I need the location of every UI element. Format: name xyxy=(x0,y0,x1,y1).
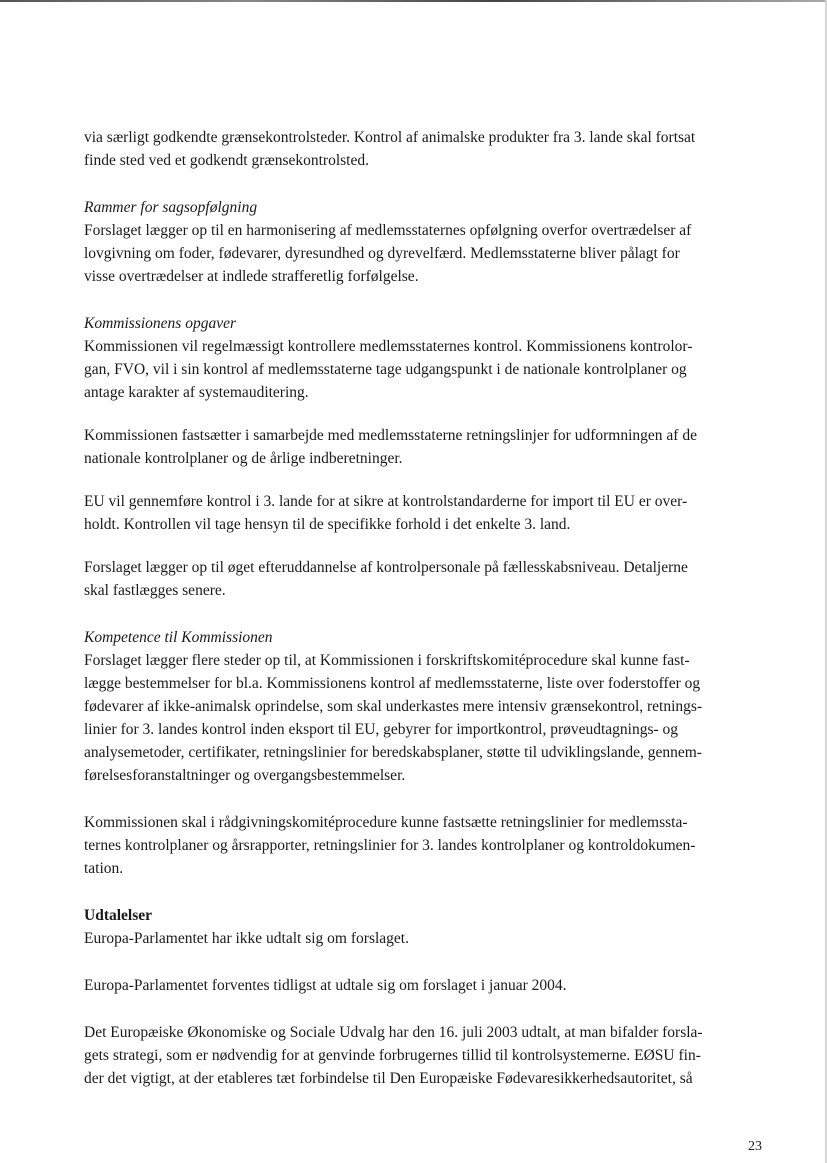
text-line: analysemetoder, certifikater, retningslinier for beredskabsplaner, støtte til udviklingslande, gennem- xyxy=(84,744,702,761)
paragraph xyxy=(84,335,774,404)
text-line: gets strategi, som er nødvendig for at genvinde forbrugernes tillid til kontrolsystemerne. EØSU fin- xyxy=(84,1047,701,1064)
text-line: EU vil gennemføre kontrol i 3. lande for at sikre at kontrolstandarderne for import til EU er over- xyxy=(84,493,688,510)
section-udtalelser xyxy=(84,904,774,1090)
section-kompetence xyxy=(84,626,774,880)
text-line: Europa-Parlamentet forventes tidligst at udtale sig om forslaget i januar 2004. xyxy=(84,977,567,994)
section-heading: Kompetence til Kommissionen xyxy=(84,629,273,646)
page-number: 23 xyxy=(748,1139,762,1154)
text-line: antage karakter af systemauditering. xyxy=(84,384,309,401)
scan-edge-top xyxy=(0,0,827,2)
paragraph xyxy=(84,556,774,602)
paragraph xyxy=(84,927,774,950)
paragraph xyxy=(84,1021,774,1090)
paragraph-intro xyxy=(84,126,774,172)
text-line: via særligt godkendte grænsekontrolsteder. Kontrol af animalske produkter fra 3. lande skal fortsat xyxy=(84,129,696,146)
text-line: Forslaget lægger flere steder op til, at Kommissionen i forskriftskomitéprocedure skal kunne fast- xyxy=(84,652,690,669)
text-line: førelsesforanstaltninger og overgangsbestemmelser. xyxy=(84,767,406,784)
text-line: skal fastlægges senere. xyxy=(84,582,226,599)
text-line: tation. xyxy=(84,860,124,877)
text-line: Kommissionen skal i rådgivningskomitéprocedure kunne fastsætte retningslinier for medlemssta- xyxy=(84,814,688,831)
text-line: holdt. Kontrollen vil tage hensyn til de specifikke forhold i det enkelte 3. land. xyxy=(84,516,571,533)
text-line: Forslaget lægger op til en harmonisering af medlemsstaternes opfølgning overfor overtrædelser af xyxy=(84,222,692,239)
paragraph xyxy=(84,424,774,470)
section-opgaver xyxy=(84,312,774,602)
text-line: der det vigtigt, at der etableres tæt forbindelse til Den Europæiske Fødevaresikkerhedsautoritet, så xyxy=(84,1070,693,1087)
paragraph xyxy=(84,974,774,997)
document-body xyxy=(84,126,774,1090)
section-heading: Udtalelser xyxy=(84,907,153,924)
text-line: Kommissionen fastsætter i samarbejde med medlemsstaterne retningslinjer for udformningen af de xyxy=(84,427,697,444)
text-line: lægge bestemmelser for bl.a. Kommissionens kontrol af medlemsstaterne, liste over foderstoffer og xyxy=(84,675,701,692)
text-line: nationale kontrolplaner og de årlige indberetninger. xyxy=(84,450,403,467)
section-heading: Rammer for sagsopfølgning xyxy=(84,199,258,216)
text-line: gan, FVO, vil i sin kontrol af medlemsstaterne tage udgangspunkt i de nationale kontrolplaner og xyxy=(84,361,687,378)
section-rammer xyxy=(84,196,774,288)
text-line: ternes kontrolplaner og årsrapporter, retningslinier for 3. landes kontrolplaner og kontroldokumen- xyxy=(84,837,696,854)
text-line: linier for 3. landes kontrol inden eksport til EU, gebyrer for importkontrol, prøveudtagnings- og xyxy=(84,721,679,738)
text-line: Det Europæiske Økonomiske og Sociale Udvalg har den 16. juli 2003 udtalt, at man bifalder forsla- xyxy=(84,1024,703,1041)
text-line: Forslaget lægger op til øget efteruddannelse af kontrolpersonale på fællesskabsniveau. Detaljerne xyxy=(84,559,688,576)
text-line: finde sted ved et godkendt grænsekontrolsted. xyxy=(84,152,369,169)
text-line: Kommissionen vil regelmæssigt kontrollere medlemsstaternes kontrol. Kommissionens kontrolor- xyxy=(84,338,693,355)
text-line: visse overtrædelser at indlede strafferetlig forfølgelse. xyxy=(84,268,419,285)
section-heading: Kommissionens opgaver xyxy=(84,315,236,332)
paragraph xyxy=(84,649,774,787)
paragraph xyxy=(84,811,774,880)
paragraph xyxy=(84,490,774,536)
text-line: lovgivning om foder, fødevarer, dyresundhed og dyrevelfærd. Medlemsstaterne bliver pålagt for xyxy=(84,245,680,262)
text-line: fødevarer af ikke-animalsk oprindelse, som skal underkastes mere intensiv grænsekontrol, retnings- xyxy=(84,698,703,715)
text-line: Europa-Parlamentet har ikke udtalt sig om forslaget. xyxy=(84,930,409,947)
